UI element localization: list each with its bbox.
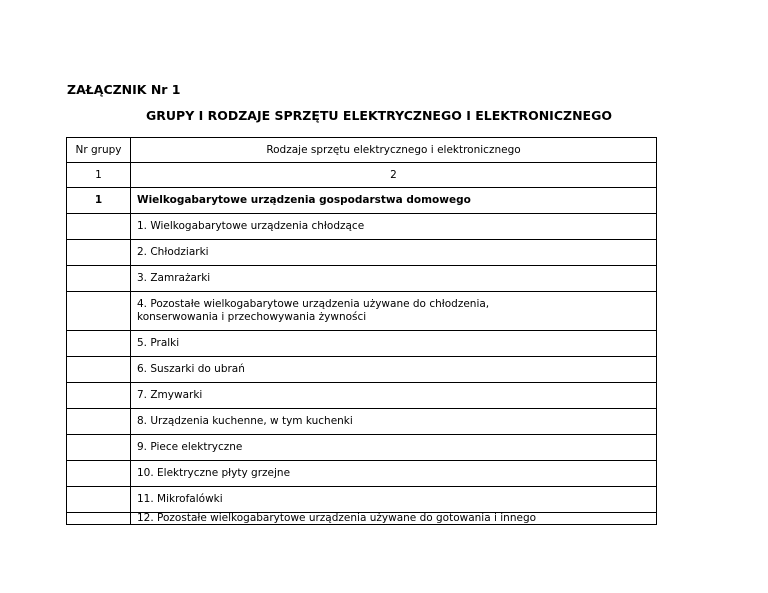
- table-row: [67, 513, 657, 525]
- table-row: [67, 214, 657, 240]
- table-row: [67, 435, 657, 461]
- equipment-item: 2. Chłodziarki: [131, 240, 657, 266]
- table-row: [67, 487, 657, 513]
- empty-cell: [67, 435, 131, 461]
- column-number-1: 1: [67, 163, 131, 188]
- column-numbering-row: [67, 163, 657, 188]
- equipment-item: 1. Wielkogabarytowe urządzenia chłodzące: [131, 214, 657, 240]
- equipment-item: 12. Pozostałe wielkogabarytowe urządzenia używane do gotowania i innego: [131, 513, 657, 525]
- equipment-item: 4. Pozostałe wielkogabarytowe urządzenia używane do chłodzenia, konserwowania i przechowywania żywności: [131, 292, 657, 331]
- empty-cell: [67, 292, 131, 331]
- equipment-item: 10. Elektryczne płyty grzejne: [131, 461, 657, 487]
- header-equipment-types: Rodzaje sprzętu elektrycznego i elektronicznego: [131, 138, 657, 163]
- equipment-item: 8. Urządzenia kuchenne, w tym kuchenki: [131, 409, 657, 435]
- group-name: Wielkogabarytowe urządzenia gospodarstwa domowego: [131, 188, 657, 214]
- empty-cell: [67, 240, 131, 266]
- empty-cell: [67, 383, 131, 409]
- equipment-item: 9. Piece elektryczne: [131, 435, 657, 461]
- table-row: [67, 409, 657, 435]
- empty-cell: [67, 409, 131, 435]
- table-header-row: [67, 138, 657, 163]
- empty-cell: [67, 357, 131, 383]
- annex-title: ZAŁĄCZNIK Nr 1: [67, 82, 181, 97]
- equipment-item: 6. Suszarki do ubrań: [131, 357, 657, 383]
- group-number: 1: [67, 188, 131, 214]
- empty-cell: [67, 214, 131, 240]
- empty-cell: [67, 513, 131, 525]
- table-row: [67, 461, 657, 487]
- equipment-item: 3. Zamrażarki: [131, 266, 657, 292]
- table-row: [67, 266, 657, 292]
- table-row: [67, 240, 657, 266]
- empty-cell: [67, 487, 131, 513]
- empty-cell: [67, 331, 131, 357]
- group-row: [67, 188, 657, 214]
- table-row: [67, 383, 657, 409]
- document-title: GRUPY I RODZAJE SPRZĘTU ELEKTRYCZNEGO I ELEKTRONICZNEGO: [146, 108, 612, 123]
- table-row: [67, 331, 657, 357]
- header-group-number: Nr grupy: [67, 138, 131, 163]
- equipment-table: [66, 137, 657, 525]
- equipment-item: 7. Zmywarki: [131, 383, 657, 409]
- column-number-2: 2: [131, 163, 657, 188]
- empty-cell: [67, 461, 131, 487]
- equipment-item: 11. Mikrofalówki: [131, 487, 657, 513]
- table-row: [67, 357, 657, 383]
- equipment-item: 5. Pralki: [131, 331, 657, 357]
- table-row: [67, 292, 657, 331]
- empty-cell: [67, 266, 131, 292]
